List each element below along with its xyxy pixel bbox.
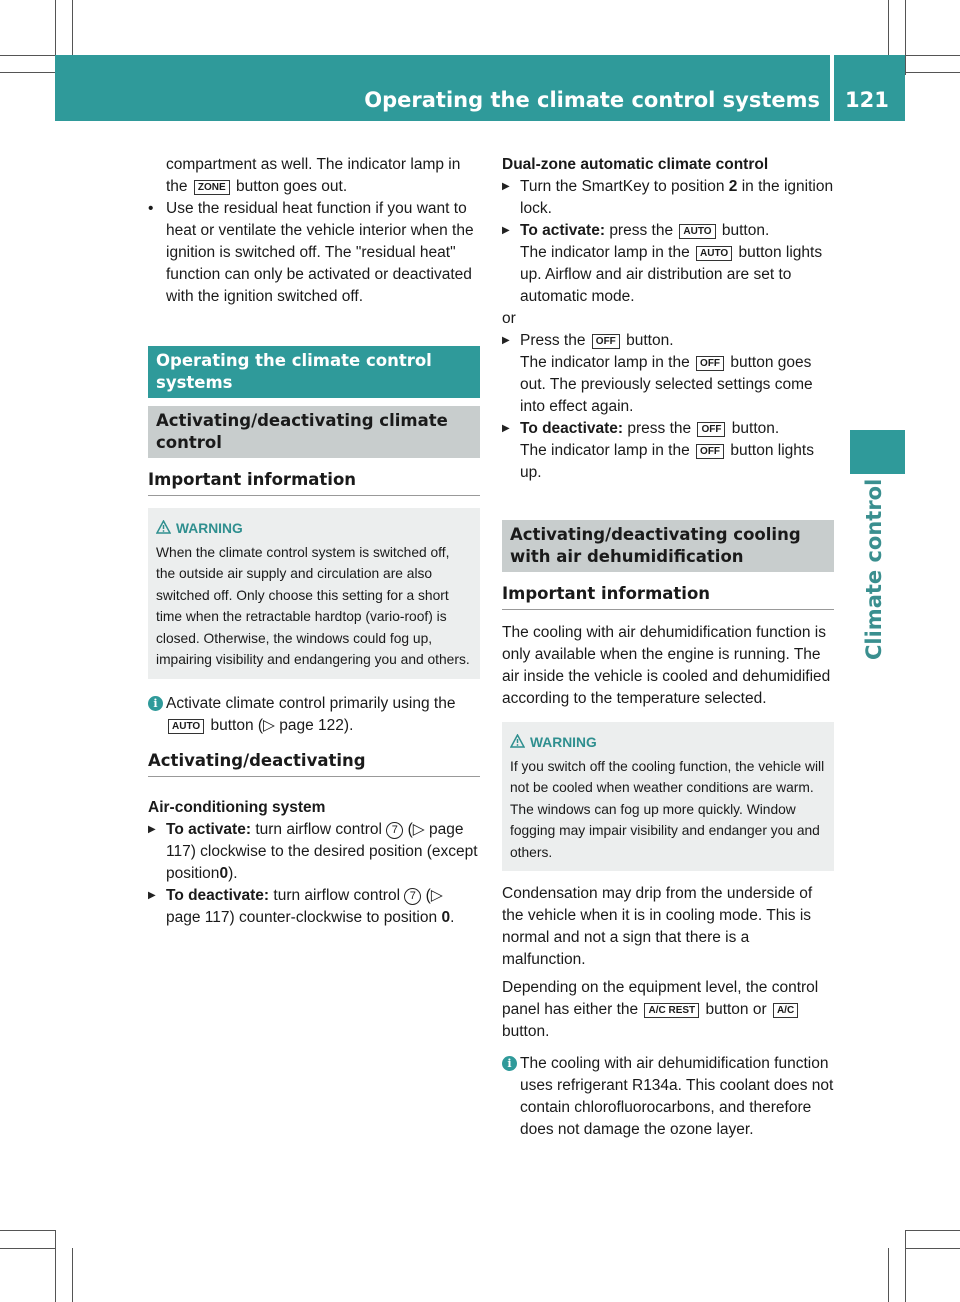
crop-mark [888, 0, 889, 55]
left-column [148, 154, 480, 929]
auto-button-icon: AUTO [168, 719, 204, 734]
page-number: 121 [845, 88, 889, 112]
off-button-icon: OFF [592, 334, 620, 349]
info-note: i The cooling with air dehumidification function uses refrigerant R134a. This coolant does not contain chlorofluorocarbons, and therefore does not damage the ozone layer. [502, 1053, 834, 1141]
chapter-tab [850, 430, 905, 474]
warning-title: WARNING [510, 732, 826, 754]
equipment-paragraph: Depending on the equipment level, the control panel has either the A/C REST button or A/C button. [502, 979, 819, 1040]
off-button-icon: OFF [696, 444, 724, 459]
crop-mark [72, 1248, 73, 1302]
info-icon: i [148, 696, 163, 711]
right-column [502, 154, 834, 1141]
info-icon: i [502, 1056, 517, 1071]
step-item: ▶ To deactivate: turn airflow control 7 (▷ page 117) counter-clockwise to position 0. [148, 885, 480, 929]
auto-button-icon: AUTO [679, 224, 715, 239]
subsection-heading: Activating/deactivating climate control [148, 406, 480, 458]
condensation-paragraph: Condensation may drip from the underside of the vehicle when it is in cooling mode. This is normal and not a sign that there is a malfunction. [502, 885, 813, 968]
step-item: ▶ To activate: press the AUTO button. The indicator lamp in the AUTO button lights up. Airflow and air distribution are set to automatic mode. [502, 220, 834, 308]
warning-box [148, 508, 480, 679]
step-item: ▶ Turn the SmartKey to position 2 in the ignition lock. [502, 176, 834, 220]
crop-mark [0, 72, 55, 73]
step-item: ▶ To deactivate: press the OFF button. The indicator lamp in the OFF button lights up. [502, 418, 834, 484]
ac-system-heading: Air-conditioning system [148, 798, 326, 816]
important-heading: Important information [502, 584, 834, 610]
chapter-label: Climate control [862, 478, 886, 660]
crop-mark [888, 1248, 889, 1302]
crop-mark [905, 1248, 960, 1249]
list-item: • Use the residual heat function if you want to heat or ventilate the vehicle interior when the ignition is switched off. The "residual heat" function can only be activated or deactivated with the ignition switched off. [148, 198, 480, 308]
crop-mark [0, 55, 55, 56]
crop-mark [72, 0, 73, 55]
crop-mark [0, 1248, 55, 1249]
continued-paragraph: compartment as well. The indicator lamp in the ZONE button goes out. [166, 156, 461, 195]
or-text: or [502, 310, 516, 327]
crop-mark [905, 0, 906, 75]
warning-box [502, 722, 834, 871]
warning-text: If you switch off the cooling function, the vehicle will not be cooled when weather conditions are warm. The windows can fog up more quickly. Window fogging may impair visibility and endanger you and others. [510, 758, 825, 860]
dual-zone-heading: Dual-zone automatic climate control [502, 156, 769, 173]
zone-button-icon: ZONE [194, 180, 230, 195]
crop-mark [0, 1230, 55, 1231]
control-number: 7 [386, 822, 403, 839]
off-button-icon: OFF [697, 422, 725, 437]
section-heading: Operating the climate control systems [148, 346, 480, 398]
crop-mark [905, 72, 960, 73]
crop-mark [905, 1230, 906, 1302]
step-item: ▶ Press the OFF button. The indicator lamp in the OFF button goes out. The previously selected settings come into effect again. [502, 330, 834, 418]
header-divider [830, 55, 834, 121]
info-note: i Activate climate control primarily using the AUTO button (▷ page 122). [148, 693, 480, 737]
subsection-heading: Activating/deactivating cooling with air dehumidification [502, 520, 834, 572]
warning-triangle-icon [156, 520, 171, 534]
important-heading: Important information [148, 470, 480, 496]
step-item: ▶ To activate: turn airflow control 7 (▷ page 117) clockwise to the desired position (except position0). [148, 819, 480, 885]
crop-mark [905, 1230, 960, 1231]
warning-title: WARNING [156, 518, 472, 540]
off-button-icon: OFF [696, 356, 724, 371]
control-number: 7 [404, 888, 421, 905]
ac-button-icon: A/C [773, 1003, 798, 1018]
cooling-paragraph: The cooling with air dehumidification function is only available when the engine is running. The air inside the vehicle is cooled and dehumidified according to the temperature selected. [502, 624, 831, 707]
auto-button-icon: AUTO [696, 246, 732, 261]
crop-mark [905, 55, 960, 56]
ac-rest-button-icon: A/C REST [644, 1003, 699, 1018]
warning-text: When the climate control system is switched off, the outside air supply and circulation are also switched off. Only choose this setting for a short time when the retractable hardtop (vario-roof) is closed. Otherwise, the windows could fog up, impairing visibility and endangering you and others. [156, 544, 470, 667]
page-title: Operating the climate control systems [364, 88, 820, 112]
crop-mark [55, 1230, 56, 1302]
warning-triangle-icon [510, 734, 525, 748]
activating-heading: Activating/deactivating [148, 751, 480, 777]
